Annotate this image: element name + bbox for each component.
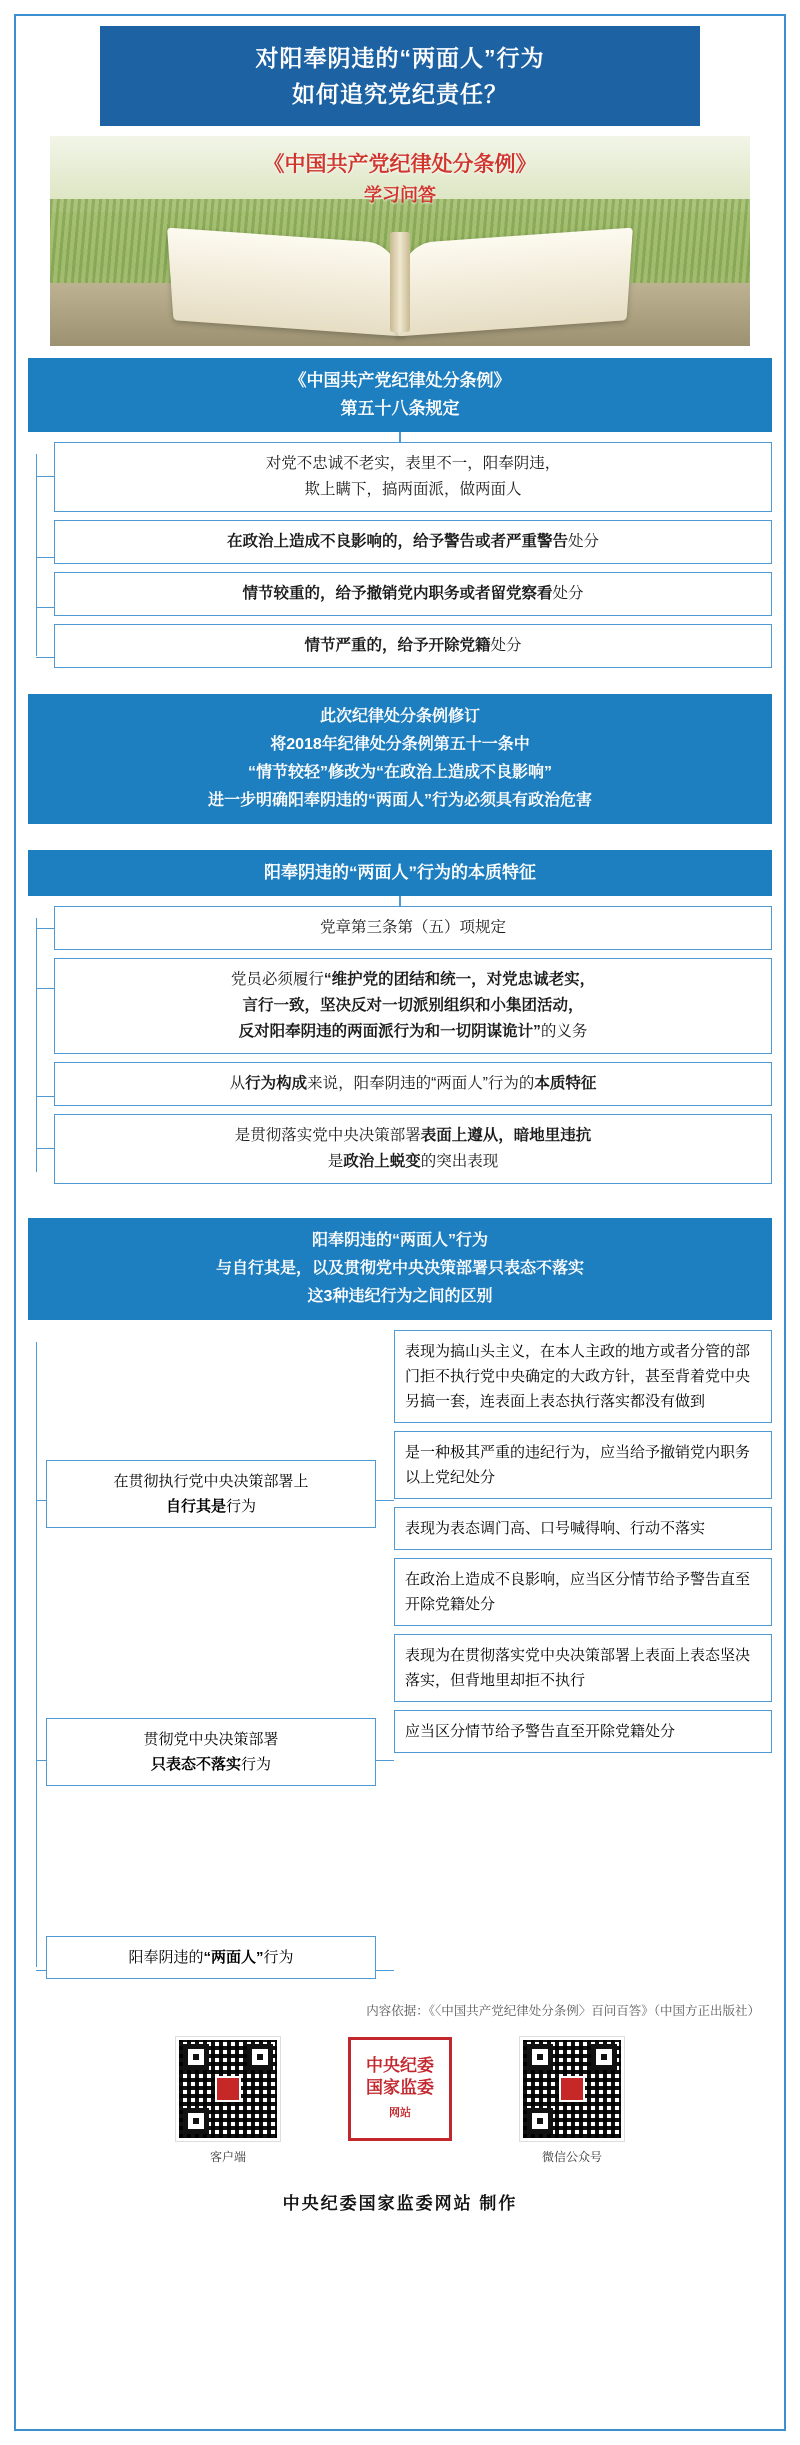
bracket-tick [36, 476, 54, 477]
content-container [28, 26, 772, 2214]
distinction-row-1-label-line-2 [57, 1494, 365, 1519]
distinction-table [28, 1330, 772, 1979]
nature-point-1 [54, 1062, 772, 1106]
article-header [28, 358, 772, 432]
bracket-tick [36, 607, 54, 608]
article-item-2 [54, 572, 772, 616]
distinction-header-line-1: 阳奉阴违的“两面人”行为 [311, 1232, 488, 1249]
distinction-header-line-3: 这3种违纪行为之间的区别 [307, 1288, 493, 1305]
rule-text-suffix: 的义务 [540, 1023, 588, 1040]
bracket-tick [36, 1096, 54, 1097]
qr-app-block [168, 2037, 288, 2165]
nature-point-3-b: 政治上蜕变 [343, 1153, 421, 1170]
nature-point-1-c: 来说，阳奉阴违的“两面人”行为的 [307, 1075, 535, 1092]
distinction-row-3-tail: 行为 [263, 1949, 294, 1966]
book-spine-icon [390, 232, 410, 332]
article-item-1-tail: 处分 [568, 533, 600, 550]
article-intro-line-1: 对党不忠诚不老实，表里不一，阳奉阴违， [265, 455, 561, 472]
qr-finder-icon [527, 2108, 553, 2134]
rule-text-quote-1: “维护党的团结和统一，对党忠诚老实， [323, 971, 596, 988]
distinction-row-2-detail-1: 表现为表态调门高、口号喊得响、行动不落实 [394, 1507, 772, 1550]
distinction-header-line-2: 与自行其是，以及贯彻党中央决策部署只表态不落实 [215, 1260, 584, 1277]
revision-line-2: 将2018年纪律处分条例第五十一条中 [270, 736, 530, 753]
nature-point-2-b: 表面上遵从，暗地里违抗 [420, 1127, 592, 1144]
rule-text-prefix: 党员必须履行 [230, 971, 324, 988]
open-book-left-page-icon [167, 228, 403, 337]
distinction-middle-connector [376, 1330, 394, 1979]
nature-header: 阳奉阴违的“两面人”行为的本质特征 [28, 850, 772, 896]
title-line-2: 如何追究党纪责任？ [292, 81, 508, 107]
party-constitution-rule-text [54, 958, 772, 1054]
distinction-row-3-keyword: “两面人” [203, 1949, 264, 1966]
distinction-row-2-label [46, 1718, 376, 1786]
nature-point-3-a: 是 [327, 1153, 344, 1170]
hero-caption-main: 《中国共产党纪律处分条例》 [263, 153, 537, 176]
hero-image [50, 136, 750, 346]
article-item-3-penalty: 给予开除党籍 [397, 637, 491, 654]
agency-seal-icon [348, 2037, 452, 2141]
distinction-row-2-keyword: 只表态不落实 [150, 1756, 241, 1773]
qr-app-label: 客户端 [209, 2150, 246, 2164]
nature-point-2-row-2 [67, 1149, 759, 1175]
qr-finder-icon [247, 2044, 273, 2070]
article-box-stack [54, 442, 772, 668]
qr-center-logo-icon [559, 2076, 585, 2102]
party-constitution-rule-title: 党章第三条第（五）项规定 [54, 906, 772, 950]
article-intro-box [54, 442, 772, 512]
source-note: 内容依据：《〈中国共产党纪律处分条例〉百问百答》（中国方正出版社） [366, 2004, 760, 2018]
distinction-row-2-detail-2: 在政治上造成不良影响，应当区分情节给予警告直至开除党籍处分 [394, 1558, 772, 1626]
article-intro-line-2: 欺上瞒下，搞两面派，做两面人 [304, 481, 522, 498]
distinction-row-2-tail: 行为 [241, 1756, 272, 1773]
revision-section [28, 694, 772, 824]
qr-finder-icon [183, 2044, 209, 2070]
distinction-row-1-detail-2: 是一种极其严重的违纪行为，应当给予撤销党内职务以上党纪处分 [394, 1431, 772, 1499]
nature-point-2-row-1 [67, 1123, 759, 1149]
connector-stem [399, 896, 401, 906]
nature-point-3-c: 的突出表现 [420, 1153, 499, 1170]
rule-text-quote-3: 反对阳奉阴违的两面派行为和一切阴谋诡计” [238, 1023, 541, 1040]
rule-text-row-3 [67, 1019, 759, 1045]
qr-wechat-block [512, 2037, 632, 2165]
distinction-row-3-prefix: 阳奉阴违的 [128, 1949, 204, 1966]
nature-point-2-a: 是贯彻落实党中央决策部署 [234, 1127, 421, 1144]
article-item-3-tail: 处分 [490, 637, 522, 654]
revision-line-3: “情节较轻”修改为“在政治上造成不良影响” [247, 764, 552, 781]
distinction-row-1-label-line-1: 在贯彻执行党中央决策部署上 [113, 1473, 309, 1490]
distinction-row-1-tail: 行为 [226, 1498, 257, 1515]
nature-point-1-d: 本质特征 [534, 1075, 597, 1092]
nature-point-2 [54, 1114, 772, 1184]
bracket-connector [28, 442, 54, 668]
revision-banner [28, 694, 772, 824]
nature-rows [28, 906, 772, 1184]
open-book-right-page-icon [397, 228, 633, 337]
article-item-2-tail: 处分 [552, 585, 584, 602]
revision-line-1: 此次纪律处分条例修订 [319, 708, 480, 725]
rule-text-row-1 [67, 967, 759, 993]
qr-code-app-icon[interactable] [176, 2037, 280, 2141]
qr-code-wechat-icon[interactable] [520, 2037, 624, 2141]
article-rows [28, 442, 772, 668]
bracket-tick [36, 657, 54, 658]
nature-section [28, 850, 772, 1184]
qr-code-row [28, 2037, 772, 2165]
article-section [28, 358, 772, 668]
distinction-header [28, 1218, 772, 1320]
article-item-2-condition: 情节较重的， [242, 585, 336, 602]
distinction-row-3-detail-1: 表现为在贯彻落实党中央决策部署上表面上表态坚决落实，但背地里却拒不执行 [394, 1634, 772, 1702]
rule-text-quote-2: 言行一致，坚决反对一切派别组织和小集团活动， [242, 997, 584, 1014]
bracket-connector [28, 1330, 46, 1979]
hero-caption [50, 150, 750, 210]
bracket-tick [36, 928, 54, 929]
article-item-1 [54, 520, 772, 564]
article-item-1-condition: 在政治上造成不良影响的， [226, 533, 413, 550]
connector-stem [399, 432, 401, 442]
bracket-tick [36, 557, 54, 558]
hero-caption-sub: 学习问答 [364, 185, 436, 205]
qr-finder-icon [183, 2108, 209, 2134]
distinction-row-3-label [46, 1936, 376, 1979]
article-item-3-condition: 情节严重的， [304, 637, 398, 654]
bracket-tick [36, 1148, 54, 1149]
article-item-2-penalty: 给予撤销党内职务或者留党察看 [335, 585, 553, 602]
distinction-row-3-label-line-2 [57, 1945, 365, 1970]
distinction-section [28, 1218, 772, 1979]
bracket-tick [36, 988, 54, 989]
distinction-row-2-label-line-2 [57, 1752, 365, 1777]
seal-line-1: 中央纪委 [366, 2055, 434, 2075]
qr-wechat-label: 微信公众号 [541, 2150, 602, 2164]
distinction-left-column [46, 1330, 376, 1979]
article-header-line-1: 《中国共产党纪律处分条例》 [289, 371, 511, 390]
distinction-row-1-keyword: 自行其是 [165, 1498, 226, 1515]
article-item-1-penalty: 给予警告或者严重警告 [412, 533, 568, 550]
qr-finder-icon [591, 2044, 617, 2070]
article-item-3 [54, 624, 772, 668]
article-header-line-2: 第五十八条规定 [340, 399, 460, 418]
nature-point-1-a: 从 [229, 1075, 246, 1092]
seal-line-2: 国家监委 [366, 2077, 434, 2097]
distinction-row-2-label-line-1: 贯彻党中央决策部署 [143, 1731, 279, 1748]
maker-credit: 中央纪委国家监委网站 制作 [282, 2194, 518, 2213]
page-title [100, 26, 700, 126]
bracket-connector [28, 906, 54, 1184]
revision-line-4: 进一步明确阳奉阴违的“两面人”行为必须具有政治危害 [207, 792, 592, 809]
distinction-row-3-detail-2: 应当区分情节给予警告直至开除党籍处分 [394, 1710, 772, 1753]
qr-finder-icon [527, 2044, 553, 2070]
distinction-right-column [394, 1330, 772, 1979]
qr-center-logo-icon [215, 2076, 241, 2102]
distinction-row-1-label [46, 1460, 376, 1528]
title-line-1: 对阳奉阴违的“两面人”行为 [255, 45, 545, 71]
nature-box-stack [54, 906, 772, 1184]
seal-block [340, 2037, 460, 2141]
nature-point-1-b: 行为构成 [245, 1075, 308, 1092]
seal-website-label: 网站 [389, 2106, 411, 2119]
distinction-row-1-detail-1: 表现为搞山头主义，在本人主政的地方或者分管的部门拒不执行党中央确定的大政方针，甚至背着党中央另搞一套，连表面上表态执行落实都没有做到 [394, 1330, 772, 1423]
